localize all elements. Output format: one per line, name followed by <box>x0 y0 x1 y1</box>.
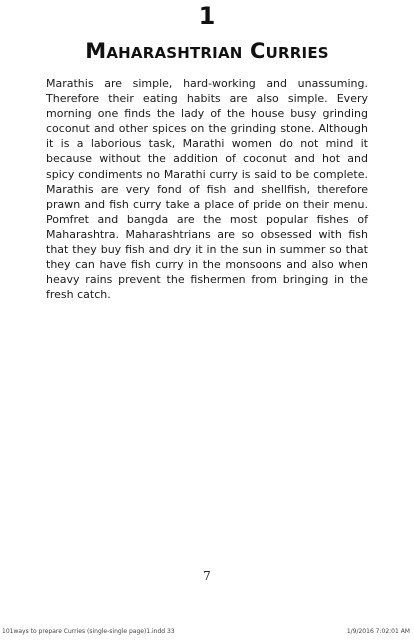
body-paragraph: Marathis are simple, hard-working and unassuming. Therefore their eating habits are also simple. Every morning one finds the lady of the house busy grinding coconut and other spices on the grinding stone. Although it is a laborious task, Marathi women do not mind it because without the addition of coconut and hot and spicy condiments no Marathi curry is said to be complete. Marathis are very fond of fish and shellfish, therefore prawn and fish curry take a place of pride on their menu. Pomfret and bangda are the most popular fishes of Maharashtra. Maharashtrians are so obsessed with fish that they buy fish and dry it in the sun in summer so that they can have fish curry in the monsoons and also when heavy rains prevent the fishermen from bringing in the fresh catch. <box>46 77 368 302</box>
slug-timestamp: 1/9/2016 7:02:01 AM <box>346 628 410 635</box>
chapter-number: 1 <box>198 2 216 30</box>
page-number: 7 <box>203 569 211 583</box>
chapter-title: Maharashtrian Curries <box>85 39 329 63</box>
print-slug <box>0 626 414 638</box>
slug-file-name: 101ways to prepare Curries (single-single page)1.indd 33 <box>2 628 175 635</box>
